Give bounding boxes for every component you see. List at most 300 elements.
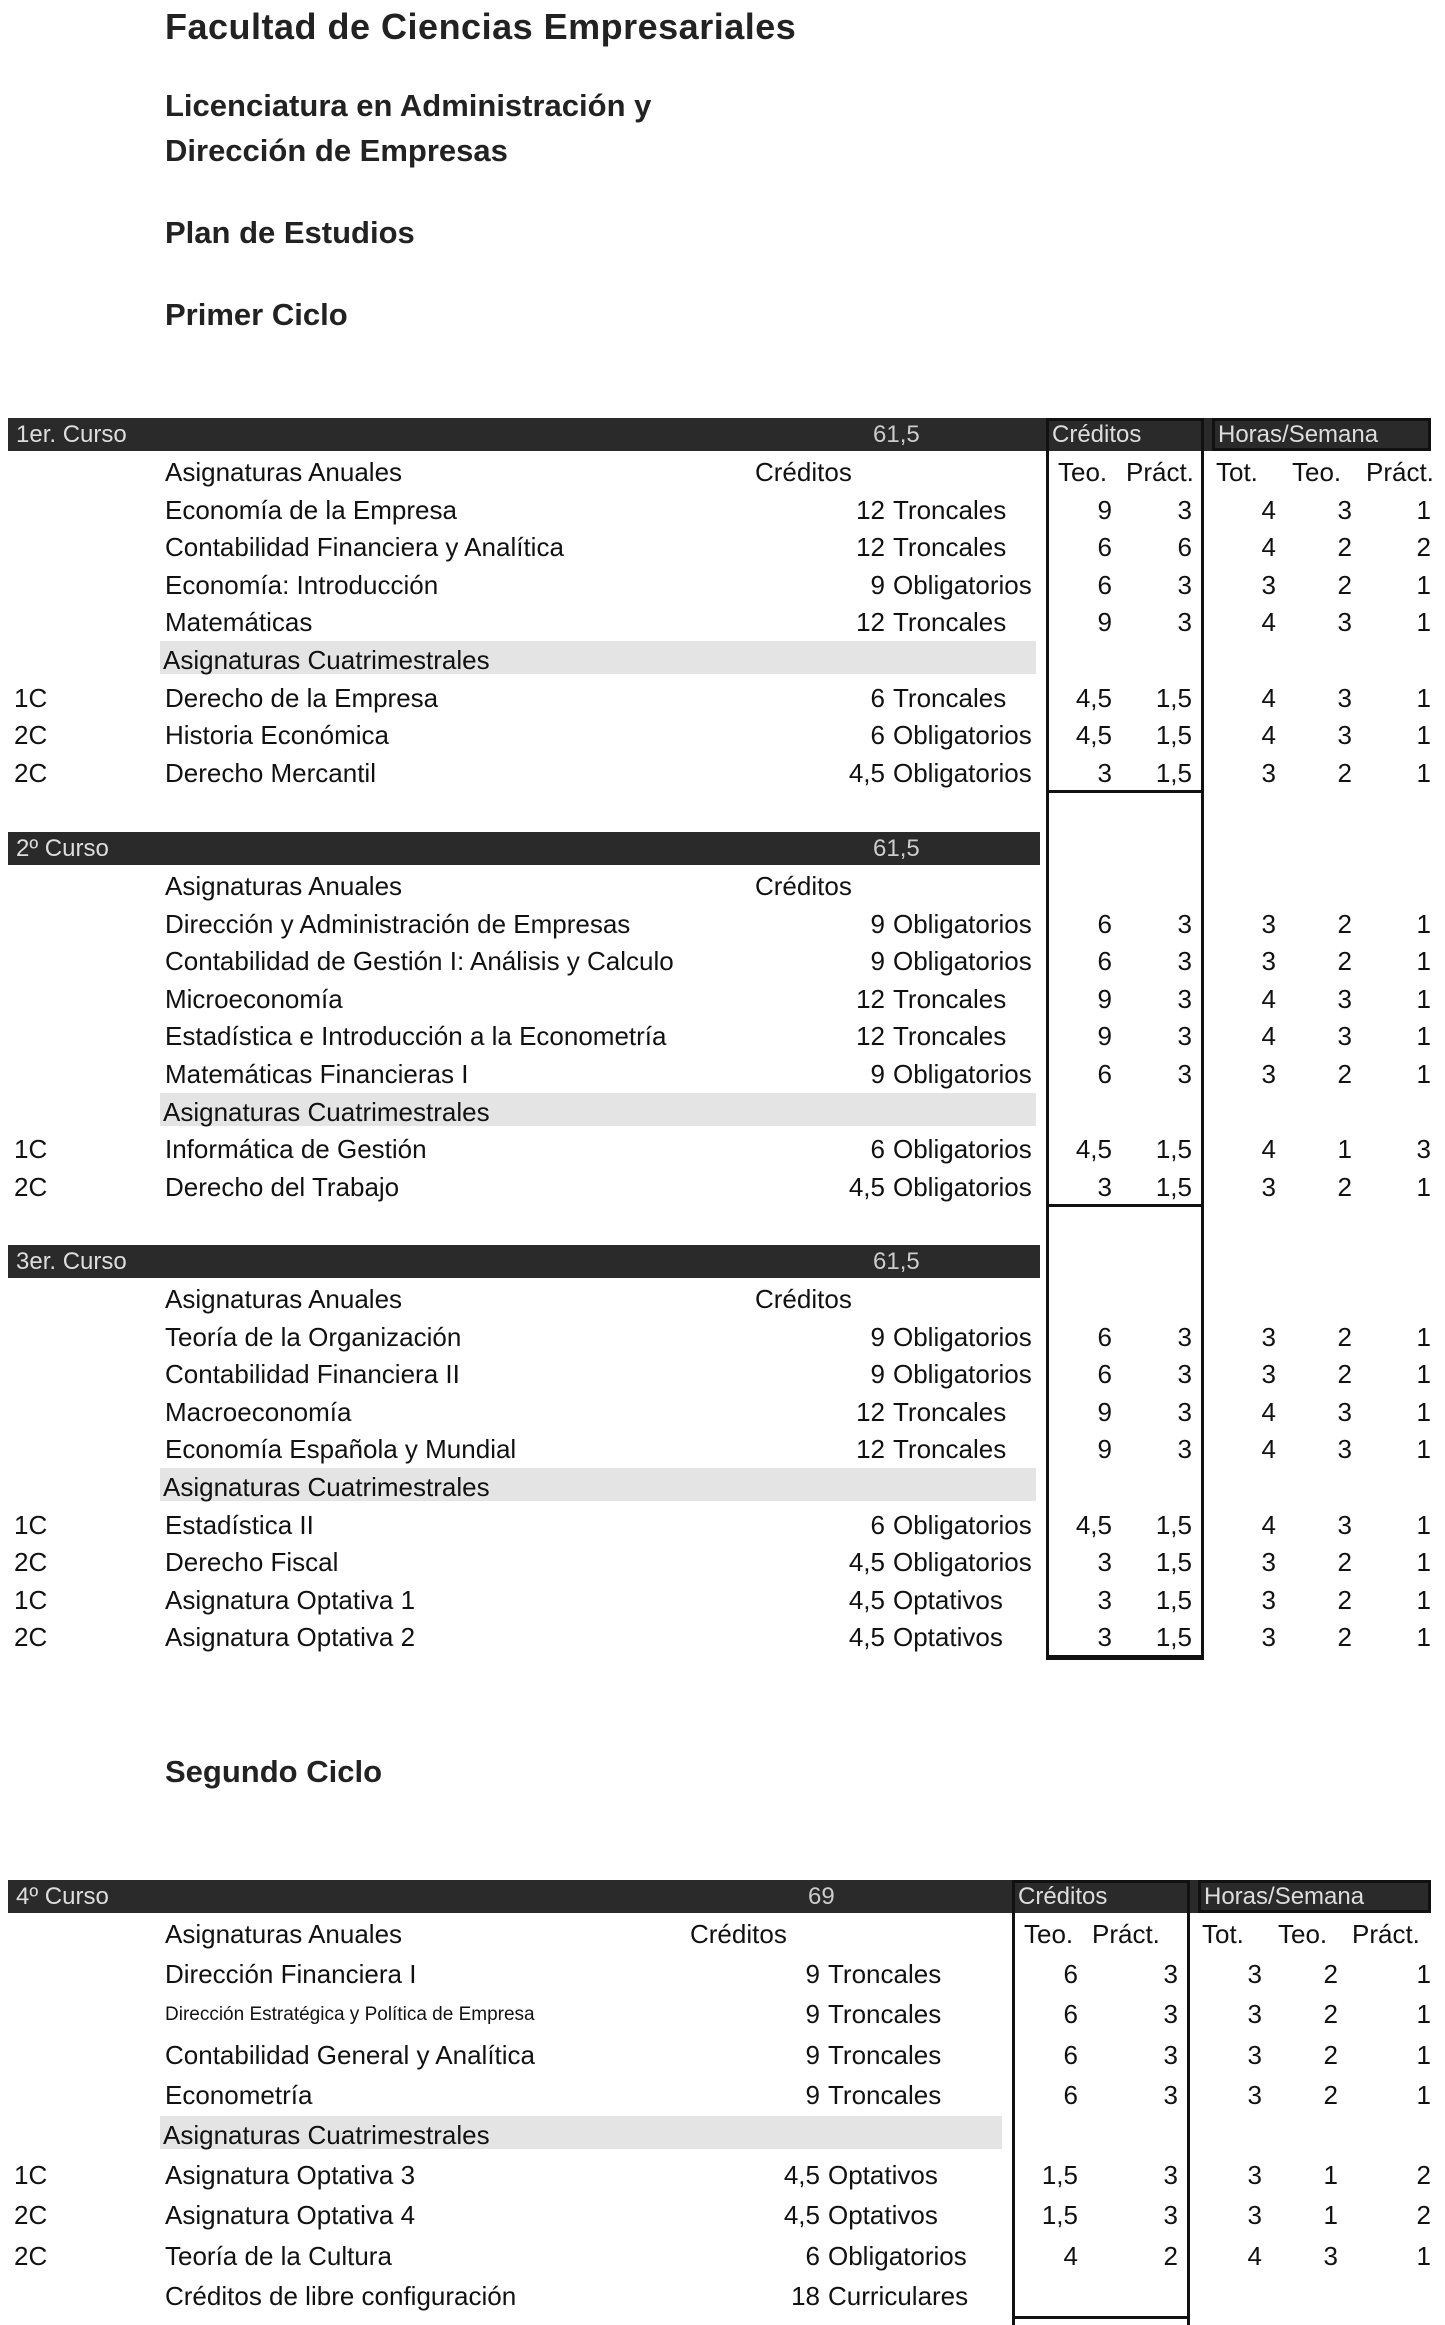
- course-total-credits: 69: [808, 1883, 835, 1910]
- hours-teo: 2: [1323, 2039, 1338, 2070]
- subject-credits: 6: [805, 2240, 820, 2271]
- subject-type: Obligatorios: [893, 946, 1032, 977]
- hours-pract: 1: [1416, 2039, 1431, 2070]
- hours-teo: 3: [1337, 983, 1352, 1014]
- annual-header-row: [0, 1913, 1445, 1950]
- hours-pract: 1: [1416, 2240, 1431, 2271]
- credits-box-label: Créditos: [1018, 1883, 1108, 1910]
- hours-total: 3: [1261, 1622, 1276, 1653]
- subject-type: Obligatorios: [893, 1547, 1032, 1578]
- credits-teo: 4,5: [1075, 682, 1112, 713]
- subject-credits: 4,5: [848, 1547, 885, 1578]
- subject-credits: 4,5: [848, 1584, 885, 1615]
- hours-total: 4: [1261, 983, 1276, 1014]
- credits-pract: 1,5: [1155, 1134, 1192, 1165]
- subject-name: Historia Económica: [165, 720, 389, 751]
- cycle2-title: Segundo Ciclo: [165, 1754, 382, 1789]
- hours-total: 4: [1261, 682, 1276, 713]
- credits-pract: 1,5: [1155, 1171, 1192, 1202]
- semester-row: [0, 2275, 1445, 2315]
- hours-pract: 2: [1416, 2200, 1431, 2231]
- subject-credits: 9: [870, 1321, 885, 1352]
- credits-teo: 6: [1063, 1999, 1078, 2030]
- credits-teo: 9: [1097, 983, 1112, 1014]
- credits-pract: 3: [1177, 607, 1192, 638]
- hours-pract: 1: [1416, 1171, 1431, 1202]
- subject-name: Economía Española y Mundial: [165, 1434, 517, 1465]
- hours-teo: 2: [1337, 569, 1352, 600]
- hours-total: 4: [1261, 1509, 1276, 1540]
- subject-credits: 9: [805, 1999, 820, 2030]
- semester-row: [0, 2154, 1445, 2194]
- hours-total: 4: [1261, 1021, 1276, 1052]
- subject-credits: 6: [870, 1509, 885, 1540]
- subject-credits: 12: [856, 607, 885, 638]
- hours-total: 3: [1261, 908, 1276, 939]
- credits-pract: 3: [1163, 2079, 1178, 2110]
- hours-total: 3: [1247, 2079, 1262, 2110]
- hours-teo: 3: [1337, 607, 1352, 638]
- credits-pract: 3: [1177, 1359, 1192, 1390]
- credits-pract: 1,5: [1155, 720, 1192, 751]
- credits-pract: 1,5: [1155, 682, 1192, 713]
- hours-total: 3: [1261, 1547, 1276, 1578]
- credits-column-label: Créditos: [690, 1919, 787, 1949]
- subject-type: Optativos: [893, 1584, 1003, 1615]
- term-code: 2C: [14, 2200, 48, 2231]
- annual-row: [0, 1953, 1445, 1993]
- hours-pract: 1: [1416, 757, 1431, 788]
- annual-row: [0, 1053, 1445, 1091]
- credits-teo: 9: [1097, 1021, 1112, 1052]
- hours-teo: 3: [1323, 2240, 1338, 2271]
- annual-row: [0, 1015, 1445, 1053]
- hours-total: 3: [1247, 2160, 1262, 2191]
- hours-box-label: Horas/Semana: [1218, 421, 1379, 448]
- annual-row: [0, 1316, 1445, 1354]
- semester-row: [0, 1616, 1445, 1654]
- annual-label: Asignaturas Anuales: [165, 1284, 403, 1314]
- credits-pract: 3: [1177, 946, 1192, 977]
- credits-teo: 9: [1097, 607, 1112, 638]
- annual-label: Asignaturas Anuales: [165, 1919, 403, 1949]
- cycle1-title: Primer Ciclo: [165, 297, 348, 332]
- credits-teo: 4,5: [1075, 1509, 1112, 1540]
- hours-teo: 3: [1337, 494, 1352, 525]
- course-total-credits: 61,5: [873, 421, 920, 448]
- hours-pract: 1: [1416, 1547, 1431, 1578]
- credits-teo: 6: [1097, 569, 1112, 600]
- subject-credits: 4,5: [848, 1622, 885, 1653]
- hours-total: 3: [1261, 757, 1276, 788]
- credits-teo: 3: [1097, 1171, 1112, 1202]
- annual-row: [0, 1391, 1445, 1429]
- subject-type: Troncales: [893, 1396, 1007, 1427]
- subject-credits: 9: [870, 1059, 885, 1089]
- credits-pract: 1,5: [1155, 757, 1192, 788]
- subject-type: Obligatorios: [893, 720, 1032, 751]
- annual-row: [0, 903, 1445, 941]
- subject-credits: 12: [856, 532, 885, 563]
- hours-pract: 1: [1416, 569, 1431, 600]
- subject-type: Obligatorios: [893, 1171, 1032, 1202]
- subject-type: Troncales: [828, 2079, 942, 2110]
- hours-teo: 2: [1323, 1959, 1338, 1990]
- subject-name: Informática de Gestión: [165, 1134, 427, 1165]
- credits-teo: 6: [1097, 908, 1112, 939]
- course-label: 3er. Curso: [16, 1248, 127, 1275]
- subject-type: Obligatorios: [893, 1509, 1032, 1540]
- semester-row: [0, 2235, 1445, 2275]
- annual-row: [0, 1428, 1445, 1466]
- semester-row: [0, 1541, 1445, 1579]
- hours-total: 4: [1261, 532, 1276, 563]
- subject-name: Matemáticas Financieras I: [165, 1059, 469, 1089]
- teo-label: Teo.: [1024, 1919, 1074, 1949]
- subject-credits: 12: [856, 1021, 885, 1052]
- subject-name: Dirección y Administración de Empresas: [165, 908, 631, 939]
- subject-name: Teoría de la Cultura: [165, 2240, 392, 2271]
- hours-teo: 2: [1323, 2079, 1338, 2110]
- annual-row: [0, 940, 1445, 978]
- course-total-credits: 61,5: [873, 835, 920, 862]
- course-band: [8, 1245, 1040, 1278]
- subject-credits: 4,5: [783, 2200, 820, 2231]
- credits-pract: 3: [1177, 569, 1192, 600]
- annual-row: [0, 601, 1445, 639]
- term-code: 1C: [14, 2160, 48, 2191]
- term-code: 2C: [14, 1547, 48, 1578]
- hours-total: 3: [1247, 1999, 1262, 2030]
- subject-name: Teoría de la Organización: [165, 1321, 462, 1352]
- annual-row: [0, 2034, 1445, 2074]
- hours-total: 3: [1261, 946, 1276, 977]
- hours-teo: 2: [1337, 1359, 1352, 1390]
- hours-total: 3: [1247, 2039, 1262, 2070]
- credits-teo: 9: [1097, 494, 1112, 525]
- hours-total: 3: [1261, 1321, 1276, 1352]
- hours-total: 3: [1261, 1059, 1276, 1089]
- semester-row: [0, 1504, 1445, 1542]
- hours-teo: 3: [1337, 1021, 1352, 1052]
- credits-teo: 3: [1097, 1622, 1112, 1653]
- degree-title-line2: Dirección de Empresas: [165, 133, 508, 168]
- hours-pract: 1: [1416, 1021, 1431, 1052]
- hours-total: 3: [1261, 1584, 1276, 1615]
- credits-column-label: Créditos: [755, 871, 852, 901]
- credits-pract: 1,5: [1155, 1584, 1192, 1615]
- credits-teo: 4: [1063, 2240, 1078, 2271]
- subject-name: Asignatura Optativa 4: [165, 2200, 416, 2231]
- term-code: 2C: [14, 1622, 48, 1653]
- hours-pract: 1: [1416, 1359, 1431, 1390]
- subject-name: Macroeconomía: [165, 1396, 352, 1427]
- credits-pract: 3: [1177, 1021, 1192, 1052]
- hours-teo: 2: [1337, 757, 1352, 788]
- subject-type: Optativos: [828, 2200, 938, 2231]
- subject-name: Derecho Fiscal: [165, 1547, 339, 1578]
- teo-label: Teo.: [1058, 457, 1108, 487]
- subject-type: Troncales: [893, 532, 1007, 563]
- hours-total: 4: [1261, 1134, 1276, 1165]
- hours-box-top: [1198, 1880, 1431, 1913]
- subject-name: Estadística e Introducción a la Econometría: [165, 1021, 667, 1052]
- hours-pract: 2: [1416, 2160, 1431, 2191]
- hours-total: 4: [1261, 1434, 1276, 1465]
- subject-type: Obligatorios: [893, 569, 1032, 600]
- subject-credits: 6: [870, 1134, 885, 1165]
- subject-type: Troncales: [828, 1959, 942, 1990]
- semester-label: Asignaturas Cuatrimestrales: [163, 2120, 490, 2150]
- hours-total: 4: [1247, 2240, 1262, 2271]
- course-label: 1er. Curso: [16, 421, 127, 448]
- annual-row: [0, 526, 1445, 564]
- subject-credits: 12: [856, 494, 885, 525]
- hours-box-top: [1212, 418, 1431, 451]
- term-code: 1C: [14, 682, 48, 713]
- term-code: 1C: [14, 1134, 48, 1165]
- subject-name: Economía de la Empresa: [165, 494, 457, 525]
- annual-row: [0, 978, 1445, 1016]
- subject-credits: 9: [870, 908, 885, 939]
- credits-pract: 3: [1163, 2160, 1178, 2191]
- subject-name: Contabilidad Financiera II: [165, 1359, 460, 1390]
- credits-pract: 3: [1177, 494, 1192, 525]
- subject-credits: 12: [856, 1434, 885, 1465]
- subject-type: Curriculares: [828, 2280, 969, 2311]
- plan-title: Plan de Estudios: [165, 215, 415, 250]
- subject-name: Derecho del Trabajo: [165, 1171, 400, 1202]
- hours-pract: 1: [1416, 494, 1431, 525]
- annual-header-row: [0, 865, 1445, 902]
- credits-pract: 3: [1177, 983, 1192, 1014]
- hours-pract: 1: [1416, 720, 1431, 751]
- hours-pract: 1: [1416, 607, 1431, 638]
- credits-teo: 6: [1063, 2039, 1078, 2070]
- annual-row: [0, 1353, 1445, 1391]
- subject-name: Dirección Financiera I: [165, 1959, 417, 1990]
- hours-pract: 2: [1416, 532, 1431, 563]
- subject-type: Troncales: [893, 983, 1007, 1014]
- subject-name: Derecho de la Empresa: [165, 682, 439, 713]
- subject-credits: 9: [870, 1359, 885, 1390]
- semester-row: [0, 752, 1445, 790]
- semester-header: [160, 1093, 1036, 1126]
- subject-credits: 12: [856, 1396, 885, 1427]
- annual-row: [0, 2074, 1445, 2114]
- hours-total: 3: [1261, 1359, 1276, 1390]
- term-code: 2C: [14, 720, 48, 751]
- credits-teo: 3: [1097, 1584, 1112, 1615]
- semester-row: [0, 1579, 1445, 1617]
- subject-name: Contabilidad Financiera y Analítica: [165, 532, 564, 563]
- hours-total: 3: [1261, 1171, 1276, 1202]
- credits-teo: 3: [1097, 757, 1112, 788]
- hours-pract: 1: [1416, 1999, 1431, 2030]
- credits-pract: 3: [1163, 2200, 1178, 2231]
- subject-type: Optativos: [893, 1622, 1003, 1653]
- subject-name: Economía: Introducción: [165, 569, 439, 600]
- hours-teo-label: Teo.: [1278, 1919, 1328, 1949]
- annual-row: [0, 1993, 1445, 2033]
- subject-type: Obligatorios: [893, 1359, 1032, 1390]
- hours-teo: 1: [1323, 2160, 1338, 2191]
- subject-type: Obligatorios: [893, 1321, 1032, 1352]
- credits-teo: 3: [1097, 1547, 1112, 1578]
- hours-teo: 2: [1323, 1999, 1338, 2030]
- hours-teo: 1: [1337, 1134, 1352, 1165]
- hours-pract: 1: [1416, 682, 1431, 713]
- credits-teo: 9: [1097, 1396, 1112, 1427]
- credits-pract: 3: [1177, 1434, 1192, 1465]
- semester-header: [160, 2116, 1002, 2149]
- hours-total: 4: [1261, 720, 1276, 751]
- term-code: 2C: [14, 2240, 48, 2271]
- credits-teo: 6: [1063, 1959, 1078, 1990]
- hours-pract-label: Práct.: [1366, 457, 1434, 487]
- tot-label: Tot.: [1202, 1919, 1244, 1949]
- credits-teo: 9: [1097, 1434, 1112, 1465]
- term-code: 1C: [14, 1584, 48, 1615]
- subject-name: Asignatura Optativa 2: [165, 1622, 416, 1653]
- credits-pract: 3: [1163, 2039, 1178, 2070]
- semester-row: [0, 677, 1445, 715]
- pract-label: Práct.: [1126, 457, 1194, 487]
- subject-credits: 9: [805, 1959, 820, 1990]
- hours-pract: 1: [1416, 2079, 1431, 2110]
- hours-total: 4: [1261, 1396, 1276, 1427]
- hours-box-label: Horas/Semana: [1204, 1883, 1365, 1910]
- subject-type: Troncales: [893, 607, 1007, 638]
- credits-pract: 3: [1163, 1999, 1178, 2030]
- subject-name: Estadística II: [165, 1509, 314, 1540]
- credits-teo: 4,5: [1075, 1134, 1112, 1165]
- hours-total: 3: [1261, 569, 1276, 600]
- hours-teo: 1: [1323, 2200, 1338, 2231]
- semester-label: Asignaturas Cuatrimestrales: [163, 645, 490, 675]
- semester-row: [0, 1166, 1445, 1204]
- subject-type: Troncales: [893, 494, 1007, 525]
- hours-pract: 1: [1416, 1622, 1431, 1653]
- subject-type: Obligatorios: [893, 1059, 1032, 1089]
- credits-box-cycle1: [1046, 418, 1204, 1660]
- credits-box-label: Créditos: [1052, 421, 1142, 448]
- tot-label: Tot.: [1216, 457, 1258, 487]
- term-code: 2C: [14, 757, 48, 788]
- degree-title-line1: Licenciatura en Administración y: [165, 88, 652, 123]
- subject-credits: 4,5: [848, 1171, 885, 1202]
- credits-pract: 2: [1163, 2240, 1178, 2271]
- subject-credits: 9: [805, 2039, 820, 2070]
- credits-pract: 3: [1163, 1959, 1178, 1990]
- subject-credits: 4,5: [848, 757, 885, 788]
- term-code: 1C: [14, 1509, 48, 1540]
- subject-credits: 12: [856, 983, 885, 1014]
- annual-label: Asignaturas Anuales: [165, 871, 403, 901]
- credits-column-label: Créditos: [755, 1284, 852, 1314]
- annual-row: [0, 564, 1445, 602]
- semester-header: [160, 641, 1036, 674]
- subject-name: Asignatura Optativa 3: [165, 2160, 416, 2191]
- subject-name: Contabilidad de Gestión I: Análisis y Calculo: [165, 946, 674, 977]
- hours-teo: 2: [1337, 908, 1352, 939]
- semester-label: Asignaturas Cuatrimestrales: [163, 1472, 490, 1502]
- hours-pract: 1: [1416, 1059, 1431, 1089]
- hours-total: 4: [1261, 494, 1276, 525]
- subject-name: Matemáticas: [165, 607, 313, 638]
- credits-box-cycle2: [1012, 1880, 1190, 2325]
- subject-credits: 9: [805, 2079, 820, 2110]
- credits-pract: 1,5: [1155, 1622, 1192, 1653]
- credits-pract: 3: [1177, 1396, 1192, 1427]
- credits-teo: 4,5: [1075, 720, 1112, 751]
- hours-pract: 3: [1416, 1134, 1431, 1165]
- semester-row: [0, 1128, 1445, 1166]
- credits-teo: 6: [1097, 1359, 1112, 1390]
- hours-teo: 3: [1337, 1434, 1352, 1465]
- hours-teo: 2: [1337, 1547, 1352, 1578]
- term-code: 2C: [14, 1171, 48, 1202]
- credits-pract: 1,5: [1155, 1509, 1192, 1540]
- annual-label: Asignaturas Anuales: [165, 457, 403, 487]
- hours-teo: 2: [1337, 1171, 1352, 1202]
- hours-pract: 1: [1416, 1584, 1431, 1615]
- subject-name: Microeconomía: [165, 983, 343, 1014]
- credits-teo: 6: [1063, 2079, 1078, 2110]
- subject-credits: 4,5: [783, 2160, 820, 2191]
- credits-pract: 6: [1177, 532, 1192, 563]
- subject-type: Troncales: [828, 1999, 942, 2030]
- credits-teo: 6: [1097, 1321, 1112, 1352]
- subject-name: Contabilidad General y Analítica: [165, 2039, 536, 2070]
- credits-teo: 1,5: [1041, 2200, 1078, 2231]
- credits-pract: 1,5: [1155, 1547, 1192, 1578]
- credits-column-label: Créditos: [755, 457, 852, 487]
- faculty-title: Facultad de Ciencias Empresariales: [165, 6, 797, 47]
- hours-teo: 2: [1337, 1059, 1352, 1089]
- subject-credits: 18: [791, 2280, 820, 2311]
- subject-type: Troncales: [893, 1434, 1007, 1465]
- course-total-credits: 61,5: [873, 1248, 920, 1275]
- subject-credits: 9: [870, 946, 885, 977]
- subject-name: Derecho Mercantil: [165, 757, 376, 788]
- semester-row: [0, 714, 1445, 752]
- hours-pract: 1: [1416, 1509, 1431, 1540]
- subject-credits: 6: [870, 682, 885, 713]
- credits-teo: 6: [1097, 946, 1112, 977]
- credits-teo: 1,5: [1041, 2160, 1078, 2191]
- semester-row: [0, 2194, 1445, 2234]
- subject-credits: 9: [870, 569, 885, 600]
- subject-type: Obligatorios: [893, 908, 1032, 939]
- hours-pract: 1: [1416, 908, 1431, 939]
- hours-total: 4: [1261, 607, 1276, 638]
- hours-pract: 1: [1416, 983, 1431, 1014]
- hours-pract: 1: [1416, 1434, 1431, 1465]
- course-band: [8, 418, 1422, 451]
- credits-teo: 6: [1097, 532, 1112, 563]
- hours-pract: 1: [1416, 1321, 1431, 1352]
- hours-teo: 3: [1337, 682, 1352, 713]
- hours-pract: 1: [1416, 1396, 1431, 1427]
- annual-header-row: [0, 1278, 1445, 1315]
- hours-teo-label: Teo.: [1292, 457, 1342, 487]
- credits-pract: 3: [1177, 1059, 1192, 1089]
- subject-name: Asignatura Optativa 1: [165, 1584, 416, 1615]
- subject-type: Optativos: [828, 2160, 938, 2191]
- credits-pract: 3: [1177, 1321, 1192, 1352]
- subject-type: Obligatorios: [893, 757, 1032, 788]
